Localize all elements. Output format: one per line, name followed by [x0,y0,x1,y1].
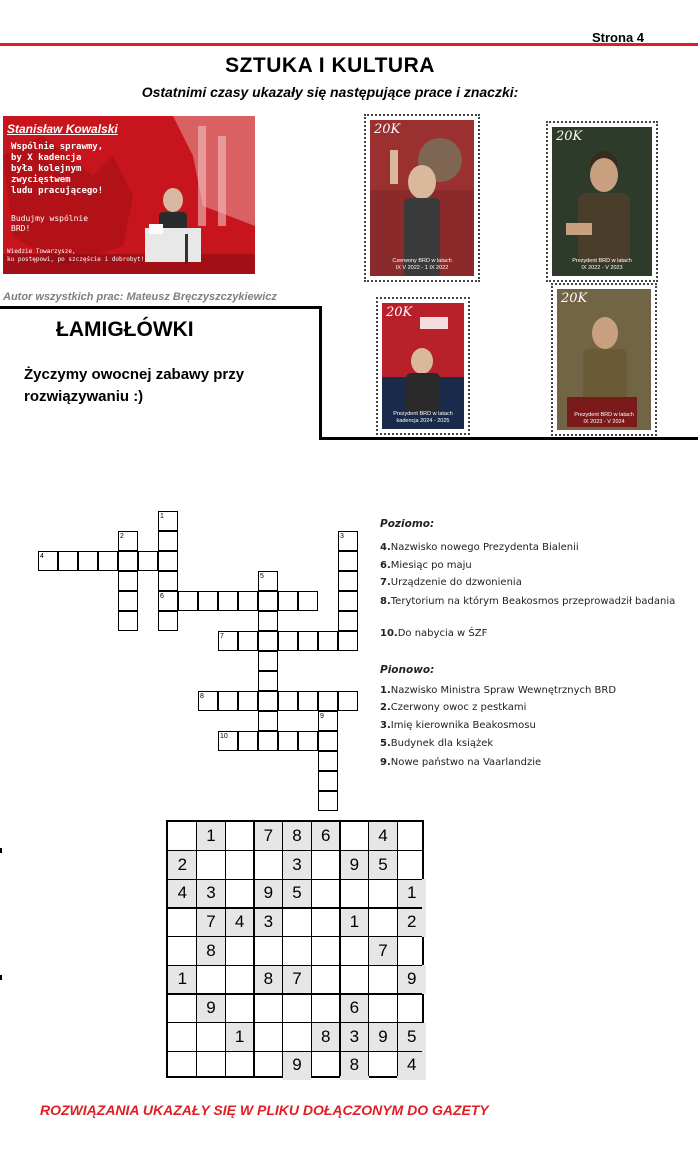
sudoku-cell[interactable] [369,908,398,937]
sudoku-gridline [168,936,422,937]
sudoku-cell[interactable] [340,965,369,994]
clue-item: 3.Imię kierownika Beakosmosu [380,720,536,731]
sudoku-cell[interactable]: 8 [311,1023,340,1052]
sudoku-cell[interactable]: 4 [225,908,254,937]
poster-footer: Wiedzie Towarzysze, ku postępowi, po szczęście i dobrobyt! [7,248,145,263]
sudoku-cell[interactable] [369,965,398,994]
sudoku-cell[interactable] [283,908,312,937]
stamp-image [370,120,474,276]
clue-item: 10.Do nabycia w ŚZF [380,628,488,639]
sudoku-cell[interactable]: 8 [197,937,226,966]
crossword-cell[interactable] [218,591,238,611]
sudoku-cell[interactable] [254,937,283,966]
sudoku-cell[interactable]: 4 [369,822,398,851]
sudoku-cell[interactable]: 5 [397,1023,426,1052]
sudoku-gridline [168,850,422,851]
sudoku-cell[interactable]: 9 [254,879,283,908]
sudoku-cell[interactable]: 7 [283,965,312,994]
sudoku-cell[interactable] [254,1051,283,1080]
sudoku-cell[interactable] [197,965,226,994]
stamp [364,114,480,282]
sudoku-cell[interactable]: 2 [397,908,426,937]
stamp-portrait [557,289,651,430]
sudoku-cell[interactable] [283,1023,312,1052]
page-number: Strona 4 [592,30,645,45]
sudoku-cell[interactable]: 2 [168,851,197,880]
sudoku-cell[interactable] [340,879,369,908]
sudoku-gridline [225,822,226,1076]
crossword-cell[interactable] [218,691,238,711]
sudoku-cell[interactable] [225,822,254,851]
sudoku-cell[interactable]: 7 [369,937,398,966]
sudoku-cell[interactable]: 9 [397,965,426,994]
crossword-cell[interactable] [178,591,198,611]
crossword-cell[interactable] [118,551,138,571]
crossword-cell[interactable] [298,691,318,711]
sudoku-cell[interactable]: 9 [283,1051,312,1080]
sudoku-cell[interactable] [168,1051,197,1080]
sudoku-cell[interactable] [168,1023,197,1052]
crossword-number: 5 [260,573,264,580]
crossword-cell[interactable] [258,631,278,651]
sudoku-cell[interactable]: 3 [340,1023,369,1052]
sudoku-gridline [253,822,255,1076]
sudoku-cell[interactable]: 9 [340,851,369,880]
puzzles-title: ŁAMIGŁÓWKI [56,318,194,341]
stamp-value: 20K [386,305,413,320]
crossword-number: 7 [220,633,224,640]
stamp-portrait [552,127,652,276]
crossword-cell[interactable] [318,691,338,711]
crossword-cell[interactable] [318,631,338,651]
sudoku-cell[interactable] [168,937,197,966]
clue-item: 2.Czerwony owoc z pestkami [380,702,527,713]
crossword-cell[interactable] [238,731,258,751]
crossword-cell[interactable] [138,551,158,571]
crossword-cell[interactable] [258,671,278,691]
frame-line [319,306,322,440]
crossword-cell[interactable] [238,631,258,651]
stamp-caption: Czerwony BRD w latach IX V 2022 - 1 IX 2022 [392,258,452,271]
crossword-cell[interactable] [158,571,178,591]
puzzles-wish: Życzymy owocnej zabawy przy rozwiązywaniu :) [24,366,245,405]
crossword-number: 1 [160,513,164,520]
crossword-cell[interactable] [278,631,298,651]
sudoku-cell[interactable] [311,908,340,937]
sudoku-cell[interactable]: 1 [397,879,426,908]
poster-name: Stanisław Kowalski [7,122,118,136]
sudoku-cell[interactable] [397,822,426,851]
sudoku-cell[interactable] [397,851,426,880]
stamp-value: 20K [374,122,401,137]
crossword-cell[interactable] [118,571,138,591]
sudoku-gridline [196,822,197,1076]
crossword-cell[interactable] [98,551,118,571]
sudoku-cell[interactable]: 8 [340,1051,369,1080]
stamp-caption: Prezydent BRD w latach IX 2023 - V 2024 [574,412,634,425]
crossword-cell[interactable] [258,691,278,711]
crossword-cell[interactable] [338,611,358,631]
sudoku-cell[interactable] [225,994,254,1023]
sudoku-cell[interactable] [340,937,369,966]
sudoku-cell[interactable] [254,1023,283,1052]
propaganda-poster [3,116,255,274]
sudoku-cell[interactable] [254,851,283,880]
sudoku-cell[interactable] [397,994,426,1023]
sudoku-cell[interactable] [311,994,340,1023]
stamp-portrait [370,120,474,276]
crossword-cell[interactable] [298,631,318,651]
sudoku-cell[interactable]: 5 [283,879,312,908]
stamp [376,297,470,435]
crossword-cell[interactable] [58,551,78,571]
sudoku-cell[interactable] [340,822,369,851]
stamp-value: 20K [561,291,588,306]
poster-build-text: Budujmy wspólnie BRD! [11,214,89,233]
author-line: Autor wszystkich prac: Mateusz Bręczyszczykiewicz [3,291,277,303]
crossword-cell[interactable] [258,651,278,671]
sudoku-gridline [168,879,422,880]
sudoku-cell[interactable] [369,879,398,908]
sudoku-grid [166,820,424,1078]
sudoku-cell[interactable] [168,822,197,851]
sudoku-cell[interactable]: 7 [254,822,283,851]
sudoku-gridline [168,1051,422,1052]
clue-item: 8.Terytorium na którym Beakosmos przeprowadził badania [380,596,676,607]
clue-item: 1.Nazwisko Ministra Spraw Wewnętrznych BRD [380,685,617,696]
stamp-caption: Prezydent BRD w latach IX 2022 - V 2023 [572,258,632,271]
crossword-number: 3 [340,533,344,540]
crossword-cell[interactable] [338,691,358,711]
crossword-cell[interactable] [258,591,278,611]
crossword-cell[interactable] [338,591,358,611]
sudoku-gridline [168,907,422,909]
frame-line [319,437,698,440]
crossword-cell[interactable] [278,731,298,751]
crossword-cell[interactable] [298,591,318,611]
crossword-cell[interactable] [158,531,178,551]
sudoku-cell[interactable]: 1 [340,908,369,937]
crossword-cell[interactable] [118,591,138,611]
sudoku-cell[interactable] [311,879,340,908]
crossword-number: 6 [160,593,164,600]
stamp [551,283,657,436]
poster-slogan: Wspólnie sprawmy, by X kadencja była kolejnym zwycięstwem ludu pracującego! [11,142,104,196]
sudoku-cell[interactable] [283,937,312,966]
crossword-cell[interactable] [318,771,338,791]
sudoku-cell[interactable]: 4 [168,879,197,908]
sudoku-cell[interactable] [168,994,197,1023]
sudoku-gridline [168,1022,422,1023]
sudoku-cell[interactable] [311,851,340,880]
sudoku-cell[interactable]: 6 [311,822,340,851]
sudoku-cell[interactable]: 8 [283,822,312,851]
clue-item: 6.Miesiąc po maju [380,560,472,571]
sudoku-cell[interactable] [197,1051,226,1080]
sudoku-gridline [339,822,341,1076]
clue-item: 7.Urządzenie do dzwonienia [380,577,522,588]
clue-item: 9.Nowe państwo na Vaarlandzie [380,757,542,768]
sudoku-cell[interactable] [397,937,426,966]
sudoku-cell[interactable]: 9 [369,1023,398,1052]
crossword-number: 8 [200,693,204,700]
sudoku-cell[interactable] [197,1023,226,1052]
crossword-cell[interactable] [318,731,338,751]
section-title: SZTUKA I KULTURA [225,54,435,77]
clue-item: 4.Nazwisko nowego Prezydenta Bialenii [380,542,579,553]
section-subtitle: Ostatnimi czasy ukazały się następujące prace i znaczki: [141,84,519,100]
sudoku-gridline [397,822,398,1076]
crossword-cell[interactable] [258,731,278,751]
sudoku-cell[interactable]: 3 [283,851,312,880]
crossword-cell[interactable] [278,591,298,611]
clues-vertical-heading: Pionowo: [380,664,435,676]
solutions-note: ROZWIĄZANIA UKAZAŁY SIĘ W PLIKU DOŁĄCZONYM DO GAZETY [40,1102,489,1118]
sudoku-cell[interactable] [197,851,226,880]
crossword-cell[interactable] [338,551,358,571]
sudoku-gridline [168,965,422,966]
sudoku-cell[interactable]: 3 [197,879,226,908]
sudoku-cell[interactable]: 1 [168,965,197,994]
sudoku-cell[interactable]: 6 [340,994,369,1023]
crossword-cell[interactable] [258,611,278,631]
crossword-cell[interactable] [338,631,358,651]
sudoku-cell[interactable] [311,1051,340,1080]
sudoku-cell[interactable]: 7 [197,908,226,937]
crossword-cell[interactable] [318,791,338,811]
stamp-image [552,127,652,276]
crossword-cell[interactable] [118,611,138,631]
sudoku-cell[interactable] [254,994,283,1023]
sudoku-cell[interactable] [369,1051,398,1080]
crossword-cell[interactable] [298,731,318,751]
crossword-cell[interactable] [338,571,358,591]
crossword-number: 4 [40,553,44,560]
sudoku-cell[interactable] [168,908,197,937]
crossword-number: 2 [120,533,124,540]
crossword-number: 10 [220,733,228,740]
sudoku-gridline [168,993,422,995]
clues-horizontal-heading: Poziomo: [380,518,435,530]
sudoku-cell[interactable] [225,879,254,908]
crossword-cell[interactable] [198,591,218,611]
sudoku-cell[interactable] [225,965,254,994]
crossword-cell[interactable] [238,591,258,611]
stamp-image [382,303,464,429]
sudoku-cell[interactable]: 4 [397,1051,426,1080]
crossword-cell[interactable] [258,711,278,731]
sudoku-cell[interactable]: 5 [369,851,398,880]
sudoku-cell[interactable] [225,937,254,966]
sudoku-cell[interactable] [311,965,340,994]
crossword-cell[interactable] [158,611,178,631]
crossword-number: 9 [320,713,324,720]
crossword-cell[interactable] [238,691,258,711]
sudoku-gridline [368,822,369,1076]
sudoku-cell[interactable] [225,851,254,880]
sudoku-gridline [311,822,312,1076]
stamp-image [557,289,651,430]
sudoku-gridline [282,822,283,1076]
edge-mark [0,848,2,853]
sudoku-cell[interactable]: 8 [254,965,283,994]
stamp-value: 20K [556,129,583,144]
stamp [546,121,658,282]
crossword-cell[interactable] [318,751,338,771]
crossword-cell[interactable] [158,551,178,571]
clue-item: 5.Budynek dla książek [380,738,494,749]
sudoku-cell[interactable]: 1 [197,822,226,851]
stamp-caption: Prezydent BRD w latach kadencja 2024 - 2025 [393,411,453,424]
sudoku-cell[interactable]: 3 [254,908,283,937]
sudoku-cell[interactable] [225,1051,254,1080]
sudoku-cell[interactable]: 9 [197,994,226,1023]
crossword-cell[interactable] [78,551,98,571]
sudoku-cell[interactable] [311,937,340,966]
sudoku-cell[interactable]: 1 [225,1023,254,1052]
sudoku-cell[interactable] [283,994,312,1023]
edge-mark [0,975,2,980]
frame-line [0,306,322,309]
crossword-cell[interactable] [278,691,298,711]
sudoku-cell[interactable] [369,994,398,1023]
